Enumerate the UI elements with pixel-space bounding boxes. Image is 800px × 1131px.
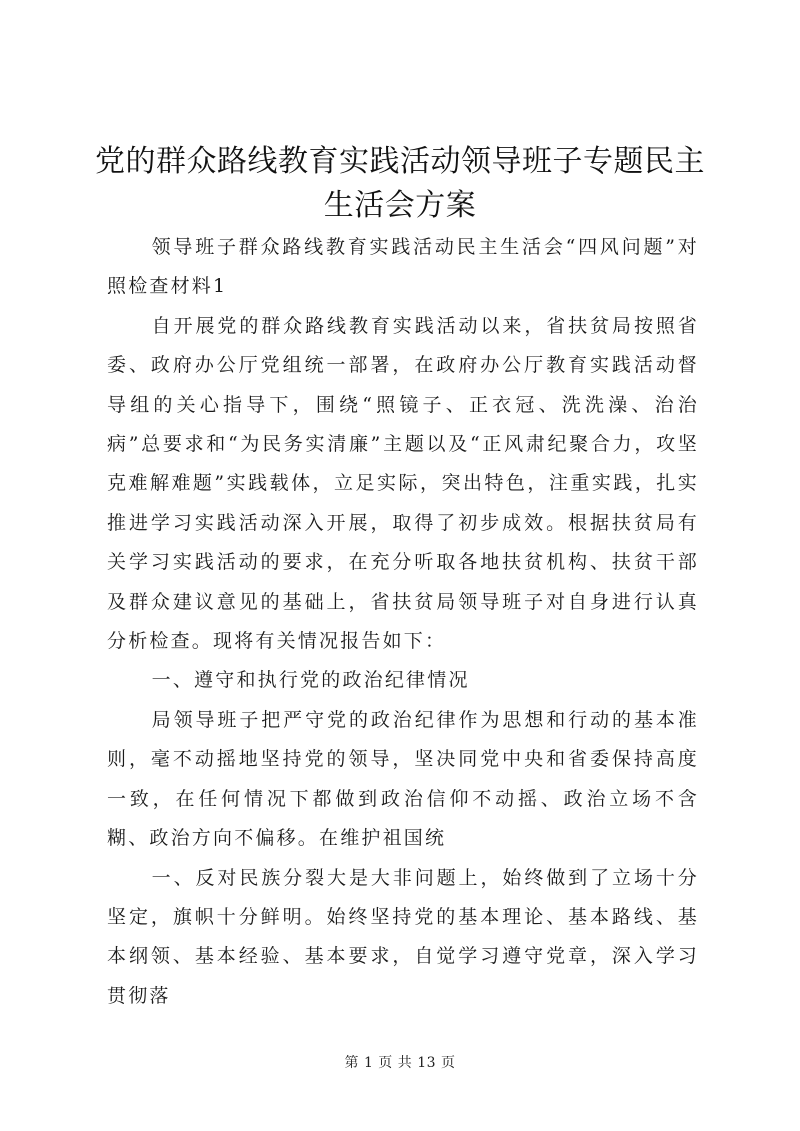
paragraph-background: 自开展党的群众路线教育实践活动以来，省扶贫局按照省委、政府办公厅党组统一部署，在政府办公厅教育实践活动督导组的关心指导下，围绕“照镜子、正衣冠、洗洗澡、治治病”总要求和“为民务实清廉”主题以及“正风肃纪聚合力，攻坚克难解难题”实践载体，立足实际，突出特色，注重实践，扎实推进学习实践活动深入开展，取得了初步成效。根据扶贫局有关学习实践活动的要求，在充分听取各地扶贫机构、扶贫干部及群众建议意见的基础上，省扶贫局领导班子对自身进行认真分析检查。现将有关情况报告如下： (107, 314, 699, 653)
page-footer: 第 1 页 共 13 页 (344, 1055, 456, 1071)
section-heading: 一、遵守和执行党的政治纪律情况 (151, 669, 470, 692)
document-body (107, 228, 699, 1016)
document-title-line-1: 党的群众路线教育实践活动领导班子专题民主 (95, 144, 705, 179)
paragraph-unity: 一、反对民族分裂大是大非问题上，始终做到了立场十分坚定，旗帜十分鲜明。始终坚持党的基本理论、基本路线、基本纲领、基本经验、基本要求，自觉学习遵守党章，深入学习贯彻落 (107, 866, 699, 1007)
paragraph-political-discipline: 局领导班子把严守党的政治纪律作为思想和行动的基本准则，毫不动摇地坚持党的领导，坚决同党中央和省委保持高度一致，在任何情况下都做到政治信仰不动摇、政治立场不含糊、政治方向不偏移。在维护祖国统 (107, 708, 699, 850)
paragraph-intro: 领导班子群众路线教育实践活动民主生活会“四风问题”对照检查材料1 (107, 236, 699, 298)
document-title-line-2: 生活会方案 (323, 188, 477, 223)
